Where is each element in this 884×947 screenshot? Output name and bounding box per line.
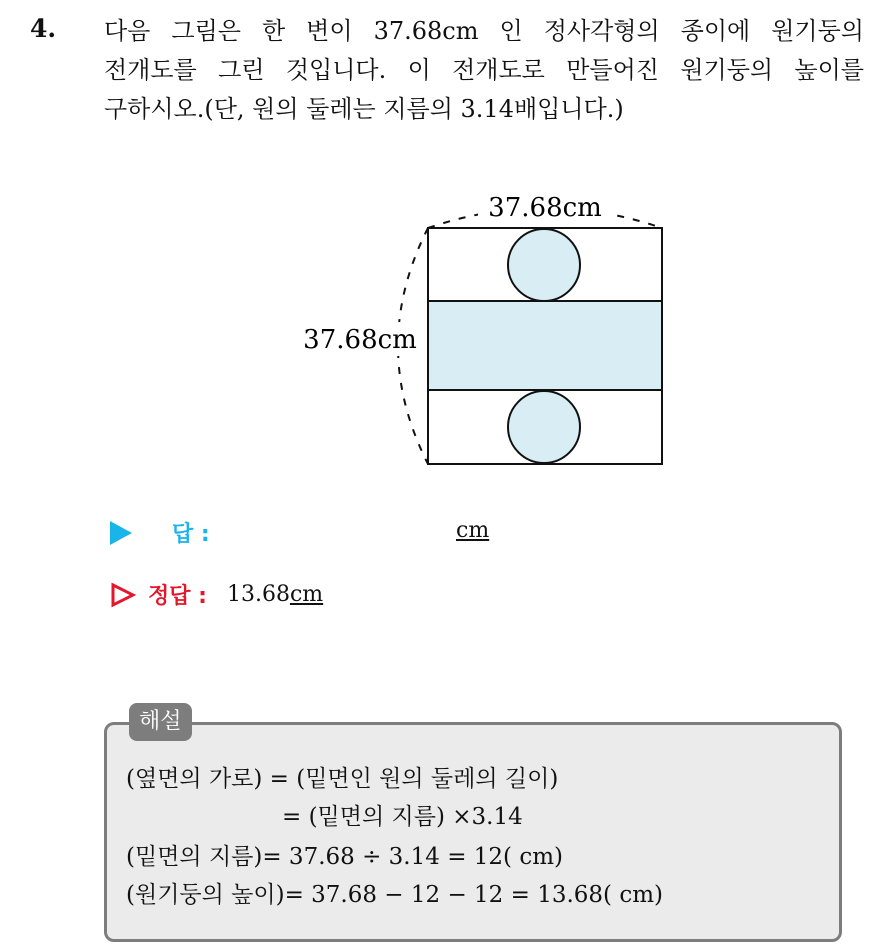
play-triangle-icon (110, 521, 132, 545)
top-base-circle (508, 229, 580, 301)
correct-answer-value (227, 582, 323, 607)
answer-blank-unit: cm (456, 518, 490, 543)
top-length-label: 37.68cm (488, 193, 602, 223)
explanation-box (104, 722, 842, 942)
answer-label: 답 : (172, 522, 210, 547)
answer-row (110, 517, 210, 548)
explanation-tab: 해설 (129, 703, 192, 741)
explanation-line: (밑면의 지름)= 37.68 ÷ 3.14 = 12( cm) (126, 844, 563, 870)
question-line: 구하시오.(단, 원의 둘레는 지름의 3.14배입니다.) (104, 95, 624, 123)
question-number: 4. (30, 14, 57, 43)
correct-answer-label: 정답 : (148, 584, 207, 609)
outline-triangle-icon (110, 582, 136, 608)
question-line: 다음 그림은 한 변이 37.68cm 인 정사각형의 종이에 원기둥의 (104, 17, 864, 45)
lateral-face (428, 301, 662, 390)
correct-answer-row (110, 579, 323, 610)
correct-answer-number: 13.68 (226, 582, 290, 607)
bottom-base-circle (508, 391, 580, 463)
explanation-line: (옆면의 가로) = (밑면인 원의 둘레의 길이) (126, 766, 559, 792)
side-length-label: 37.68cm (303, 325, 417, 355)
explanation-line: (원기둥의 높이)= 37.68 − 12 − 12 = 13.68( cm) (126, 882, 663, 908)
explanation-line: = (밑면의 지름) ×3.14 (282, 804, 523, 830)
correct-answer-unit: cm (289, 582, 324, 607)
question-line: 전개도를 그린 것입니다. 이 전개도로 만들어진 원기둥의 높이를 (104, 56, 864, 84)
